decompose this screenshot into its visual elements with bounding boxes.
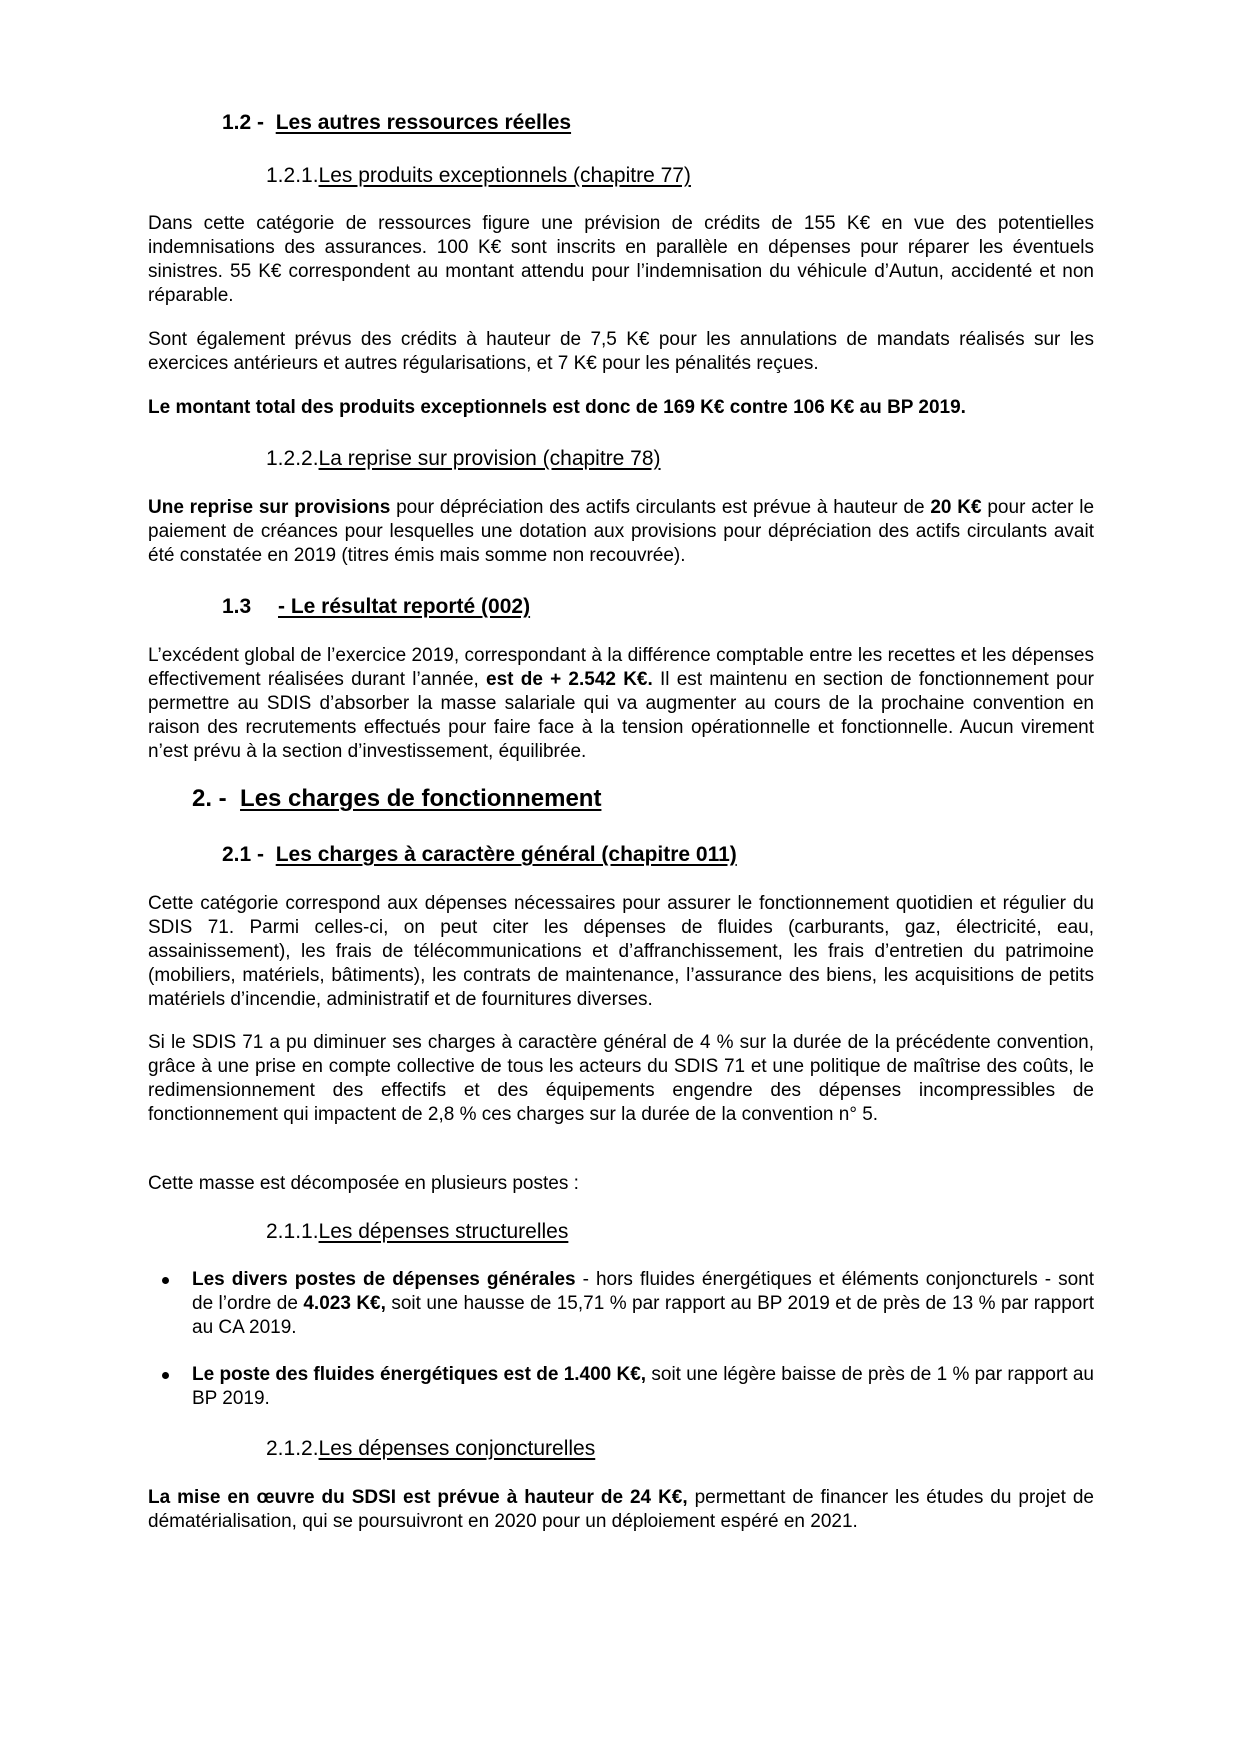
paragraph-decomposition: Cette masse est décomposée en plusieurs postes : [148,1173,579,1194]
paragraph-annulations: Sont également prévus des crédits à hauteur de 7,5 K€ pour les annulations de mandats réalisés sur les exercices antérieurs et autres régularisations, et 7 K€ pour les pénalités reçues. [148,329,1094,374]
heading-number: 1.2 - [222,111,265,134]
heading-number: 2.1.2. [266,1437,319,1460]
heading-1-2-1 [266,163,691,189]
paragraph-total-produits: Le montant total des produits exceptionnels est donc de 169 K€ contre 106 K€ au BP 2019. [148,397,966,418]
heading-number: 1.3 [222,595,252,618]
bold-text: Une reprise sur provisions [148,497,391,518]
heading-1-2-2 [266,446,661,472]
heading-title: Les charges de fonctionnement [240,785,602,812]
heading-1-3 [222,594,530,620]
list-item [148,1363,1094,1411]
heading-title: Les produits exceptionnels (chapitre 77) [318,164,691,187]
bold-text: Les divers postes de dépenses générales [192,1269,576,1290]
bold-text: 4.023 K€, [303,1293,386,1314]
text: L’excédent global de l’exercice 2019, correspondant à la différence comptable entre les recettes et les dépenses effectivement réalisées durant l’année, [148,645,1094,690]
paragraph-assurances: Dans cette catégorie de ressources figure une prévision de crédits de 155 K€ en vue des potentielles indemnisations des assurances. 100 K€ sont inscrits en parallèle en dépenses pour réparer les éventuels sinistres. 55 K€ correspondent au montant attendu pour l’indemnisation du véhicule d’Autun, accidenté et non réparable. [148,213,1094,306]
heading-number: 1.2.1. [266,164,319,187]
bullet-list [148,1268,1094,1340]
bullet-list [148,1363,1094,1411]
text: permettant de financer les études du projet de dématérialisation, qui se poursuivront en 2020 pour un déploiement espéré en 2021. [148,1487,1094,1532]
text: soit une légère baisse de près de 1 % par rapport au BP 2019. [192,1364,1094,1409]
heading-2-1-2 [266,1436,595,1462]
text: Il est maintenu en section de fonctionnement pour permettre au SDIS d’absorber la masse salariale qui va augmenter au cours de la prochaine convention en raison des recrutements effectués pour faire face à la tension opérationnelle et fonctionnelle. Aucun virement n’est prévu à la section d’investissement, équilibrée. [148,669,1094,762]
paragraph-convention: Si le SDIS 71 a pu diminuer ses charges à caractère général de 4 % sur la durée de la précédente convention, grâce à une prise en compte collective de tous les acteurs du SDIS 71 et une politique de maîtrise des coûts, le redimensionnement des effectifs et des équipements engendre des dépenses incompressibles de fonctionnement qui impactent de 2,8 % ces charges sur la durée de la convention n° 5. [148,1032,1094,1125]
bold-text: Le poste des fluides énergétiques est de 1.400 K€, [192,1364,647,1385]
heading-title: Les dépenses conjoncturelles [318,1437,596,1460]
list-item [148,1268,1094,1340]
heading-title: Les dépenses structurelles [318,1220,569,1243]
text: - hors fluides énergétiques et éléments conjoncturels - sont de l’ordre de [192,1269,1094,1314]
paragraph-sdsi [148,1486,1094,1534]
bullet-icon [162,1277,169,1284]
heading-2-1 [222,842,737,868]
paragraph-resultat [148,644,1094,764]
bold-text: 20 K€ [930,497,982,518]
heading-2-1-1 [266,1219,568,1245]
text: pour acter le paiement de créances pour lesquelles une dotation aux provisions pour dépréciation des actifs circulants avait été constatée en 2019 (titres émis mais somme non recouvrée). [148,497,1095,566]
heading-title: - Le résultat reporté (002) [278,595,531,618]
heading-title: Les charges à caractère général (chapitre 011) [275,843,737,866]
heading-number: 1.2.2. [266,447,319,470]
bullet-icon [162,1372,169,1379]
bold-text: La mise en œuvre du SDSI est prévue à hauteur de 24 K€, [148,1487,688,1508]
text: soit une hausse de 15,71 % par rapport au BP 2019 et de près de 13 % par rapport au CA 2019. [192,1293,1094,1338]
heading-1-2 [222,110,571,136]
paragraph-reprise-provisions [148,496,1094,568]
heading-title: Les autres ressources réelles [275,111,572,134]
heading-number: 2.1 - [222,843,265,866]
bold-text: est de + 2.542 K€. [486,669,653,690]
heading-2 [192,784,601,814]
paragraph-categorie: Cette catégorie correspond aux dépenses nécessaires pour assurer le fonctionnement quotidien et régulier du SDIS 71. Parmi celles-ci, on peut citer les dépenses de fluides (carburants, gaz, électricité, eau, assainissement), les frais de télécommunications et d’affranchissement, les frais d’entretien du patrimoine (mobiliers, matériels, bâtiments), les contrats de maintenance, l’assurance des biens, les acquisitions de petits matériels d’incendie, administratif et de fournitures diverses. [148,893,1094,1010]
heading-number: 2.1.1. [266,1220,319,1243]
text: pour dépréciation des actifs circulants est prévue à hauteur de [390,497,931,518]
heading-number: 2. - [192,785,227,812]
heading-title: La reprise sur provision (chapitre 78) [318,447,661,470]
